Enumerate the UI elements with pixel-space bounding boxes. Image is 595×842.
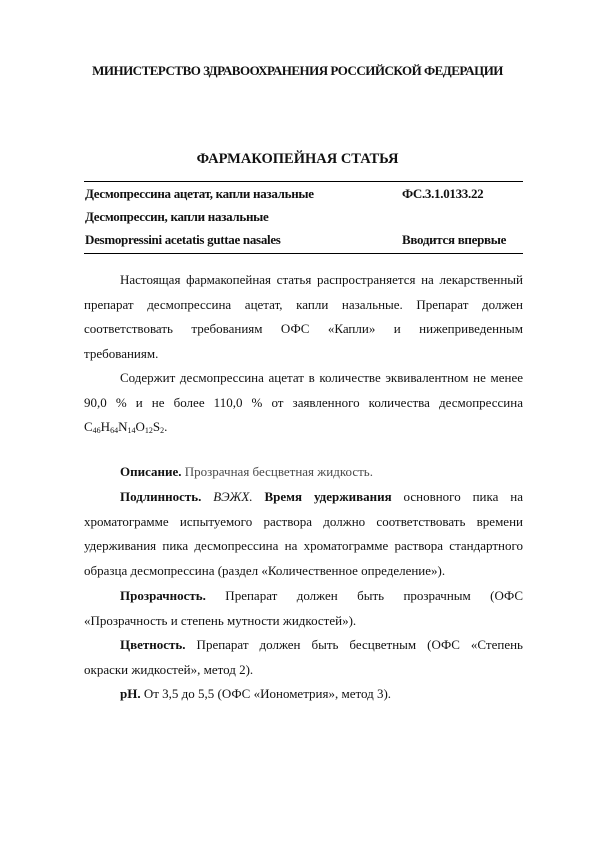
description-label: Описание.	[120, 464, 182, 479]
header-top-rule	[84, 181, 523, 182]
intro-paragraph: Настоящая фармакопейная статья распространяется на лекарственный препарат десмопрессина ацетат, капли назальные. Препарат должен соответствовать требованиям ОФС «Капли» и нижеприведенным требованиям.	[84, 272, 523, 361]
identity-section	[84, 485, 523, 583]
monograph-status: Вводится впервые	[402, 232, 507, 247]
identity-text: основного пика на хроматограмме испытуемого раствора должно соответствовать времени удерживания пика десмопрессина на хроматограмме раствора стандартного образца десмопрессина (раздел «Количественное определение»).	[84, 489, 523, 578]
color-text: Препарат должен быть бесцветным (ОФС «Степень окраски жидкостей», метод 2).	[84, 637, 523, 677]
header-bottom-rule	[84, 253, 523, 254]
transparency-section	[84, 584, 523, 633]
content-text: Содержит десмопрессина ацетат в количестве эквивалентном не менее 90,0 % и не более 110,0 % от заявленного количества десмопрессина	[84, 370, 523, 410]
document-title: ФАРМАКОПЕЙНАЯ СТАТЬЯ	[196, 151, 399, 167]
identity-method: ВЭЖХ.	[201, 489, 253, 504]
identity-label: Подлинность.	[120, 489, 202, 504]
product-name-russian: Десмопрессина ацетат, капли назальные	[85, 186, 314, 201]
ph-label: pH.	[120, 686, 141, 701]
ph-section	[84, 682, 523, 707]
transparency-text: Препарат должен быть прозрачным (ОФС «Прозрачность и степень мутности жидкостей»).	[84, 588, 523, 628]
product-name-alt: Десмопрессин, капли назальные	[85, 209, 269, 224]
description-section	[84, 460, 523, 485]
description-text: Прозрачная бесцветная жидкость.	[181, 464, 373, 479]
identity-sublabel: Время удерживания	[252, 489, 392, 504]
color-label: Цветность.	[120, 637, 186, 652]
monograph-code: ФС.3.1.0133.22	[402, 186, 484, 201]
molecular-formula: $C_{46}H_{64}N_{14}O_{12}S_2$.	[84, 419, 168, 435]
ph-text: От 3,5 до 5,5 (ОФС «Ионометрия», метод 3).	[140, 686, 392, 701]
transparency-label: Прозрачность.	[120, 588, 206, 603]
product-name-latin: Desmopressini acetatis guttae nasales	[85, 232, 281, 247]
content-paragraph	[84, 366, 523, 440]
ministry-heading: МИНИСТЕРСТВО ЗДРАВООХРАНЕНИЯ РОССИЙСКОЙ ФЕДЕРАЦИИ	[92, 63, 503, 78]
color-section	[84, 633, 523, 682]
